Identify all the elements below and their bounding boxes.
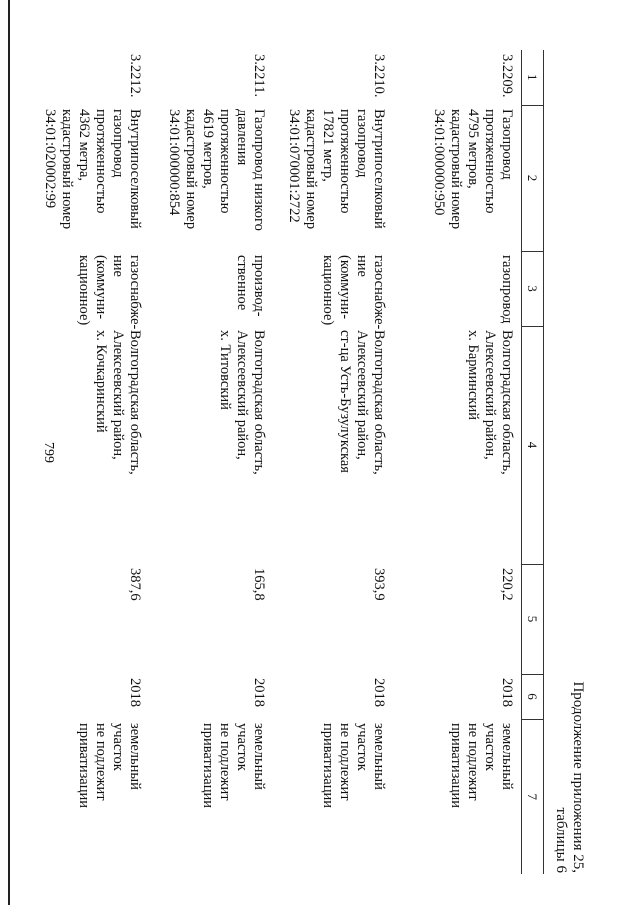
object-name-line: кадастровый номер [183,109,200,230]
object-name-line: кадастровый номер [59,109,76,230]
object-name-line: 34:01:070001:2722 [286,109,303,223]
address-line: х. Титовский [217,330,234,410]
object-name-line: 34:01:020002:99 [42,109,59,209]
object-name-line: протяженностью [93,109,110,214]
object-name-line: 4362 метра, [76,109,93,182]
object-name-line: 4795 метров, [465,109,481,189]
note-cell [150,719,274,874]
object-name-line: давления [234,109,251,166]
purpose-line: (коммуни- [93,255,110,320]
year-cell: 2018 [251,678,268,707]
address-line: Алексеевский район, [482,330,498,460]
object-name-line: 17821 метр, [320,109,337,182]
purpose-cell [274,251,394,330]
address-line: х. Барминский [465,330,481,420]
header-cell-4: 4 [522,326,544,564]
note-line: участок [234,723,251,771]
object-name-line: протяженностью [337,109,354,214]
table-row [274,50,394,874]
purpose-line: ние [110,255,127,277]
year-cell: 2018 [127,678,144,707]
object-name-line: кадастровый номер [303,109,320,230]
purpose-line: (коммуни- [337,255,354,320]
header-cell-5: 5 [522,564,544,674]
object-name-line: газопровод [354,109,371,178]
note-cell [32,719,150,874]
address-line: Алексеевский район, [110,330,127,460]
object-name-cell [32,105,150,251]
object-name-line: кадастровый номер [448,109,464,230]
table-row [32,50,150,874]
row-number-cell: 3.2210. [371,54,388,98]
note-line: земельный [251,723,268,790]
address-cell [274,326,394,564]
note-cell [394,719,522,874]
note-line: приватизации [76,723,93,809]
note-line: земельный [127,723,144,790]
purpose-cell [32,251,150,330]
address-line: Волгоградская область, [127,330,144,475]
note-line: не подлежит [465,723,481,801]
purpose-line: газоснабже- [371,255,388,330]
row-number-cell: 3.2211. [251,54,268,97]
object-name-line: протяженностью [217,109,234,214]
address-cell [394,326,522,564]
object-name-line: 34:01:000000:854 [166,109,183,216]
value-cell: 393,9 [371,568,388,601]
header-cell-6: 6 [522,674,544,719]
purpose-line: ственное [234,255,251,311]
note-line: не подлежит [217,723,234,801]
table-row [394,50,522,874]
year-cell: 2018 [499,678,515,707]
note-line: участок [110,723,127,771]
address-line: Алексеевский район, [234,330,251,460]
value-cell: 387,6 [127,568,144,601]
purpose-line: производ- [251,255,268,317]
header-cell-2: 2 [522,105,544,251]
note-line: приватизации [320,723,337,809]
note-line: земельный [499,723,515,790]
property-table [32,50,545,874]
object-name-line: Внутрипоселковый [371,109,388,229]
table-row [150,50,274,874]
note-cell [274,719,394,874]
address-line: Волгоградская область, [499,330,515,475]
object-name-cell [274,105,394,251]
purpose-line: газоснабже- [127,255,144,330]
purpose-line: ние [354,255,371,277]
header-cell-7: 7 [522,719,544,874]
note-line: участок [354,723,371,771]
purpose-line: кационное) [76,255,93,326]
object-name-line: Внутрипоселковый [127,109,144,229]
note-line: участок [482,723,498,771]
note-line: не подлежит [93,723,110,801]
header-cell-3: 3 [522,251,544,326]
purpose-cell [150,251,274,326]
address-line: Алексеевский район, [354,330,371,460]
purpose-line: кационное) [320,255,337,326]
continuation-caption [552,573,586,873]
year-cell: 2018 [371,678,388,707]
table-header-row [522,50,544,874]
note-line: не подлежит [337,723,354,801]
object-name-line: Газопровод низкого [251,109,268,231]
note-line: приватизации [448,723,464,809]
value-cell: 220,2 [499,568,515,601]
object-name-line: 34:01:000000:950 [431,109,447,216]
address-cell [150,326,274,564]
address-cell [32,326,150,564]
object-name-line: Газопровод [499,109,515,180]
object-name-cell [394,105,522,251]
note-line: земельный [371,723,388,790]
page-number: 799 [41,442,56,463]
header-cell-1: 1 [522,50,544,105]
object-name-line: протяженностью [482,109,498,214]
address-line: Волгоградская область, [251,330,268,475]
continuation-line-1: Продолжение приложения 25, [570,681,586,873]
value-cell: 165,8 [251,568,268,601]
object-name-cell [150,105,274,251]
address-line: ст-ца Усть-Бузулукская [337,330,354,473]
row-number-cell: 3.2212. [127,54,144,98]
row-number-cell: 3.2209. [499,54,515,98]
purpose-line: газопровод [499,255,515,324]
continuation-line-2: таблицы 6 [553,807,569,873]
address-line: х. Кочкаринский [93,330,110,433]
purpose-cell [394,251,522,326]
address-line: Волгоградская область, [371,330,388,475]
note-line: приватизации [200,723,217,809]
object-name-line: газопровод [110,109,127,178]
object-name-line: 4619 метров, [200,109,217,189]
